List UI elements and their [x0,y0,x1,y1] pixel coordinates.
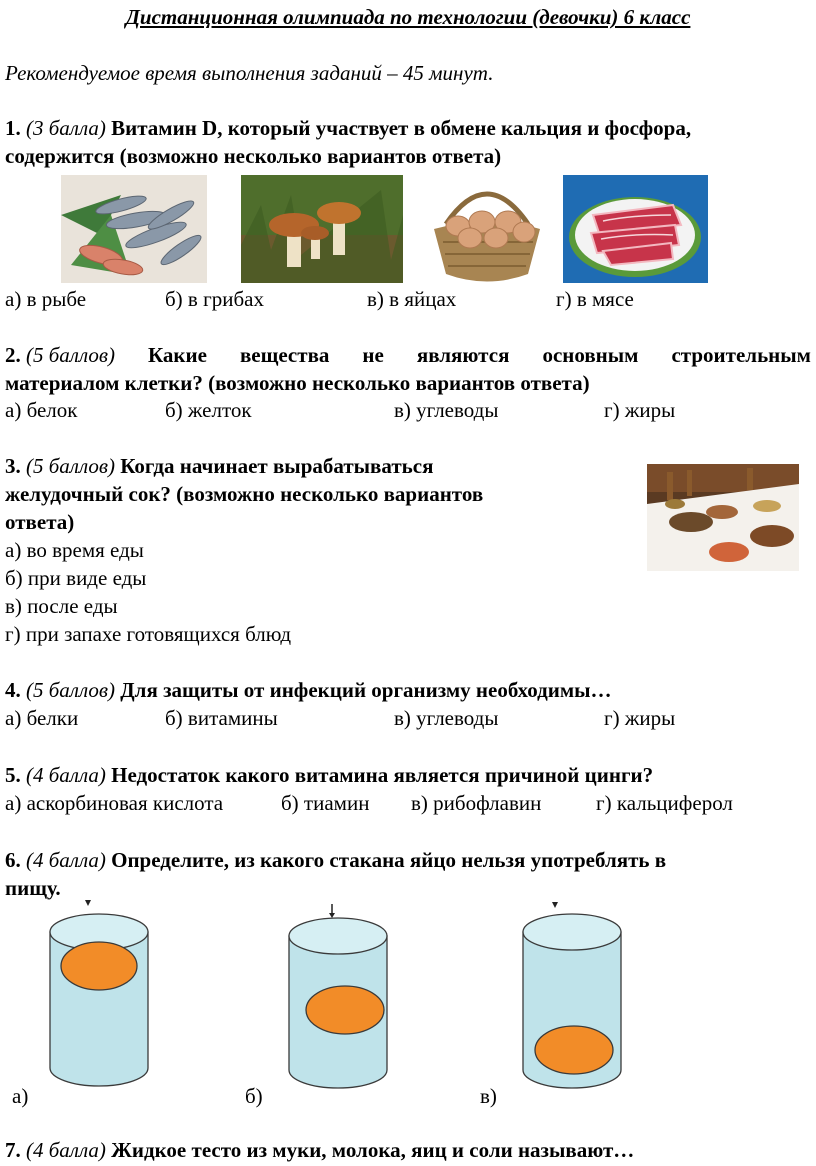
q2-points: (5 баллов) [26,343,115,367]
q1-answer-b: б) в грибах [165,287,264,311]
q5-number: 5. [5,763,21,787]
egg-c [535,1026,613,1074]
q6-text-line1: Определите, из какого стакана яйцо нельзя употреблять в [111,848,667,872]
recommended-time: Рекомендуемое время выполнения заданий – 45 минут. [5,61,494,85]
q6-points: (4 балла) [26,848,106,872]
q3-text-line1: Когда начинает вырабатываться [120,454,434,478]
q5-points: (4 балла) [26,763,106,787]
q3-answer-a: а) во время еды [5,538,144,562]
q4-number: 4. [5,678,21,702]
q5-text: Недостаток какого витамина является причиной цинги? [111,763,654,787]
q3-text-line3: ответа) [5,510,75,534]
q3-answer-b: б) при виде еды [5,566,147,590]
q2-answer-d: г) жиры [604,398,676,422]
q7-text: Жидкое тесто из муки, молока, яиц и соли называют… [111,1138,635,1162]
q1-answer-d: г) в мясе [556,287,634,311]
q4-text: Для защиты от инфекций организму необходимы… [120,678,612,702]
q2-word-1: Какие [147,343,207,367]
q6-text-line2: пищу. [5,876,61,900]
q5-answer-a: а) аскорбиновая кислота [5,791,224,815]
q2-word-2: вещества [239,343,330,367]
glass-a [44,898,154,1090]
q4-points: (5 баллов) [26,678,115,702]
food-table-image [647,464,799,571]
egg-a [61,942,137,990]
q4-answer-c: в) углеводы [394,706,499,730]
q3-line1 [5,453,433,479]
q6-label-c: в) [480,1084,497,1108]
q3-points: (5 баллов) [26,454,115,478]
q2-number: 2. [5,343,21,367]
glass-c [517,900,627,1092]
mushrooms-image [241,175,403,283]
meat-image [563,175,708,283]
q7-line1 [5,1137,634,1163]
glass-b [283,904,393,1096]
q2-answer-b: б) желток [165,398,252,422]
q7-number: 7. [5,1138,21,1162]
q2-word-3: не [362,343,384,367]
q1-text-line2: содержится (возможно несколько вариантов ответа) [5,144,502,168]
q3-answer-d: г) при запахе готовящихся блюд [5,622,292,646]
q1-points: (3 балла) [26,116,106,140]
q2-word-5: основным [542,343,639,367]
q4-line1 [5,677,612,703]
q6-line1 [5,847,666,873]
q3-text-line2: желудочный сок? (возможно несколько вариантов [5,482,484,506]
eggs-basket-image [428,174,546,286]
q1-number: 1. [5,116,21,140]
q2-word-4: являются [416,343,510,367]
q4-answer-d: г) жиры [604,706,676,730]
q5-answer-d: г) кальциферол [596,791,733,815]
fish-image [61,175,207,283]
q4-answer-a: а) белки [5,706,79,730]
q3-number: 3. [5,454,21,478]
q6-label-b: б) [245,1084,263,1108]
q1-answer-c: в) в яйцах [367,287,457,311]
q7-points: (4 балла) [26,1138,106,1162]
q2-text-line2: материалом клетки? (возможно несколько вариантов ответа) [5,371,590,395]
q2-answer-c: в) углеводы [394,398,499,422]
q2-line1 [5,342,811,368]
q2-answer-a: а) белок [5,398,78,422]
egg-b [306,986,384,1034]
q4-answer-b: б) витамины [165,706,278,730]
q6-label-a: а) [12,1084,29,1108]
q2-word-6: строительным [671,343,811,367]
q1-text-line1: Витамин D, который участвует в обмене кальция и фосфора, [111,116,692,140]
q3-answer-c: в) после еды [5,594,118,618]
page-title: Дистанционная олимпиада по технологии (девочки) 6 класс [125,5,691,29]
q5-answer-c: в) рибофлавин [411,791,542,815]
q1-answer-a: а) в рыбе [5,287,87,311]
q1-line1 [5,115,691,141]
q5-answer-b: б) тиамин [281,791,370,815]
q6-number: 6. [5,848,21,872]
q5-line1 [5,762,653,788]
